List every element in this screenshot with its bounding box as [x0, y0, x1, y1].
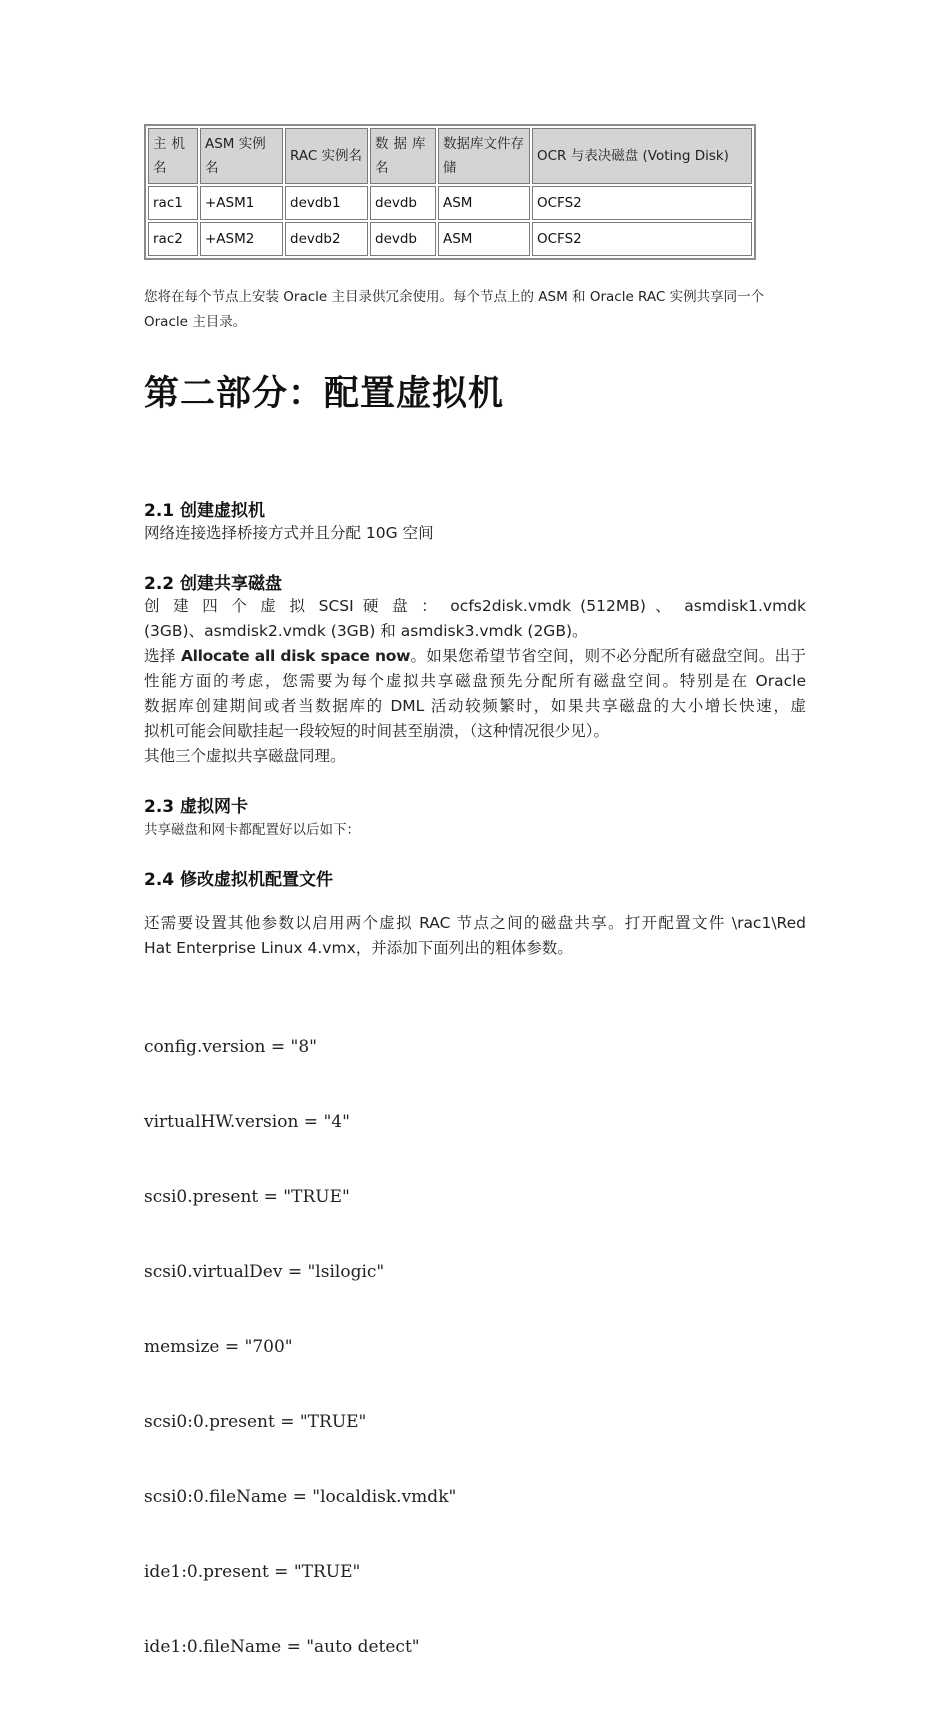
header-ocr-voting: OCR 与表决磁盘 (Voting Disk): [537, 148, 729, 164]
table-cell: devdb2: [285, 222, 368, 256]
code-line: scsi0:0.present = "TRUE": [144, 1412, 367, 1432]
table-header-row: [148, 128, 752, 184]
part-title: 第二部分：配置虚拟机: [144, 374, 505, 414]
table-header-cell: [200, 128, 283, 184]
table-cell: +ASM2: [200, 222, 283, 256]
code-line: ide1:0.present = "TRUE": [144, 1562, 361, 1582]
section-2-4-heading: 2.4 修改虚拟机配置文件: [144, 870, 334, 890]
section-2-2-body: [144, 594, 806, 769]
section-2-1-heading: 2.1 创建虚拟机: [144, 501, 266, 521]
table-cell: OCFS2: [532, 222, 752, 256]
table-header-cell: [285, 128, 368, 184]
table-cell: ASM: [438, 222, 530, 256]
section-2-3-heading: 2.3 虚拟网卡: [144, 797, 249, 817]
node-config-table: [144, 124, 756, 260]
code-line: memsize = "700": [144, 1337, 293, 1357]
paragraph-line: 拟机可能会间歇挂起一段较短的时间甚至崩溃，（这种情况很少见）。: [144, 722, 610, 740]
table-cell: +ASM1: [200, 186, 283, 220]
intro-note-line: 您将在每个节点上安装 Oracle 主目录供冗余使用。每个节点上的 ASM 和 Oracle RAC 实例共享同一个: [144, 289, 765, 305]
table-cell: rac2: [148, 222, 198, 256]
table-cell: rac1: [148, 186, 198, 220]
paragraph-line: [144, 644, 806, 669]
table-header-cell: [532, 128, 752, 184]
code-line: config.version = "8": [144, 1037, 317, 1057]
code-line: scsi0.virtualDev = "lsilogic": [144, 1262, 385, 1282]
text-run: 选择: [144, 647, 181, 665]
code-line: virtualHW.version = "4": [144, 1112, 350, 1132]
section-2-2-heading: 2.2 创建共享磁盘: [144, 574, 283, 594]
paragraph-line: 数据库创建期间或者当数据库的 DML 活动较频繁时，如果共享磁盘的大小增长快速，虚: [144, 697, 806, 715]
header-db-name: 数据库名: [375, 136, 431, 176]
header-db-storage: 数据库文件存储: [443, 136, 524, 176]
table-cell: devdb: [370, 186, 436, 220]
table-header-cell: [370, 128, 436, 184]
code-line: scsi0:0.fileName = "localdisk.vmdk": [144, 1487, 457, 1507]
paragraph-line: 还需要设置其他参数以启用两个虚拟 RAC 节点之间的磁盘共享。打开配置文件 \rac1\Red: [144, 914, 806, 932]
table-header-cell: [438, 128, 530, 184]
header-hostname: 主机名: [153, 136, 190, 176]
vmx-config-code: [144, 985, 806, 1710]
paragraph-line: Hat Enterprise Linux 4.vmx，并添加下面列出的粗体参数。: [144, 939, 573, 957]
paragraph-line: 其他三个虚拟共享磁盘同理。: [144, 747, 346, 765]
table-cell: ASM: [438, 186, 530, 220]
table-cell: devdb1: [285, 186, 368, 220]
section-2-1-text: 网络连接选择桥接方式并且分配 10G 空间: [144, 524, 434, 542]
table-cell: devdb: [370, 222, 436, 256]
header-asm-instance: ASM 实例名: [205, 136, 266, 176]
paragraph-line: (3GB)、asmdisk2.vmdk (3GB) 和 asmdisk3.vmdk (2GB)。: [144, 622, 588, 640]
text-run: 。如果您希望节省空间，则不必分配所有磁盘空间。出于: [410, 647, 806, 665]
table-cell: OCFS2: [532, 186, 752, 220]
code-line: ide1:0.fileName = "auto detect": [144, 1637, 420, 1657]
intro-note-line: Oracle 主目录。: [144, 314, 247, 330]
intro-note: [144, 285, 806, 335]
table-row: [148, 222, 752, 256]
paragraph-line: 性能方面的考虑，您需要为每个虚拟共享磁盘预先分配所有磁盘空间。特别是在 Oracle: [144, 672, 806, 690]
allocate-option-text: Allocate all disk space now: [180, 647, 411, 665]
table-row: [148, 186, 752, 220]
paragraph-line: 创 建 四 个 虚 拟 SCSI 硬 盘 ： ocfs2disk.vmdk (512MB) 、 asmdisk1.vmdk: [144, 597, 806, 615]
header-rac-instance: RAC 实例名: [290, 148, 363, 164]
section-2-3-text: 共享磁盘和网卡都配置好以后如下：: [144, 822, 360, 838]
section-2-4-body: [144, 911, 806, 961]
table-header-cell: [148, 128, 198, 184]
code-line: scsi0.present = "TRUE": [144, 1187, 350, 1207]
